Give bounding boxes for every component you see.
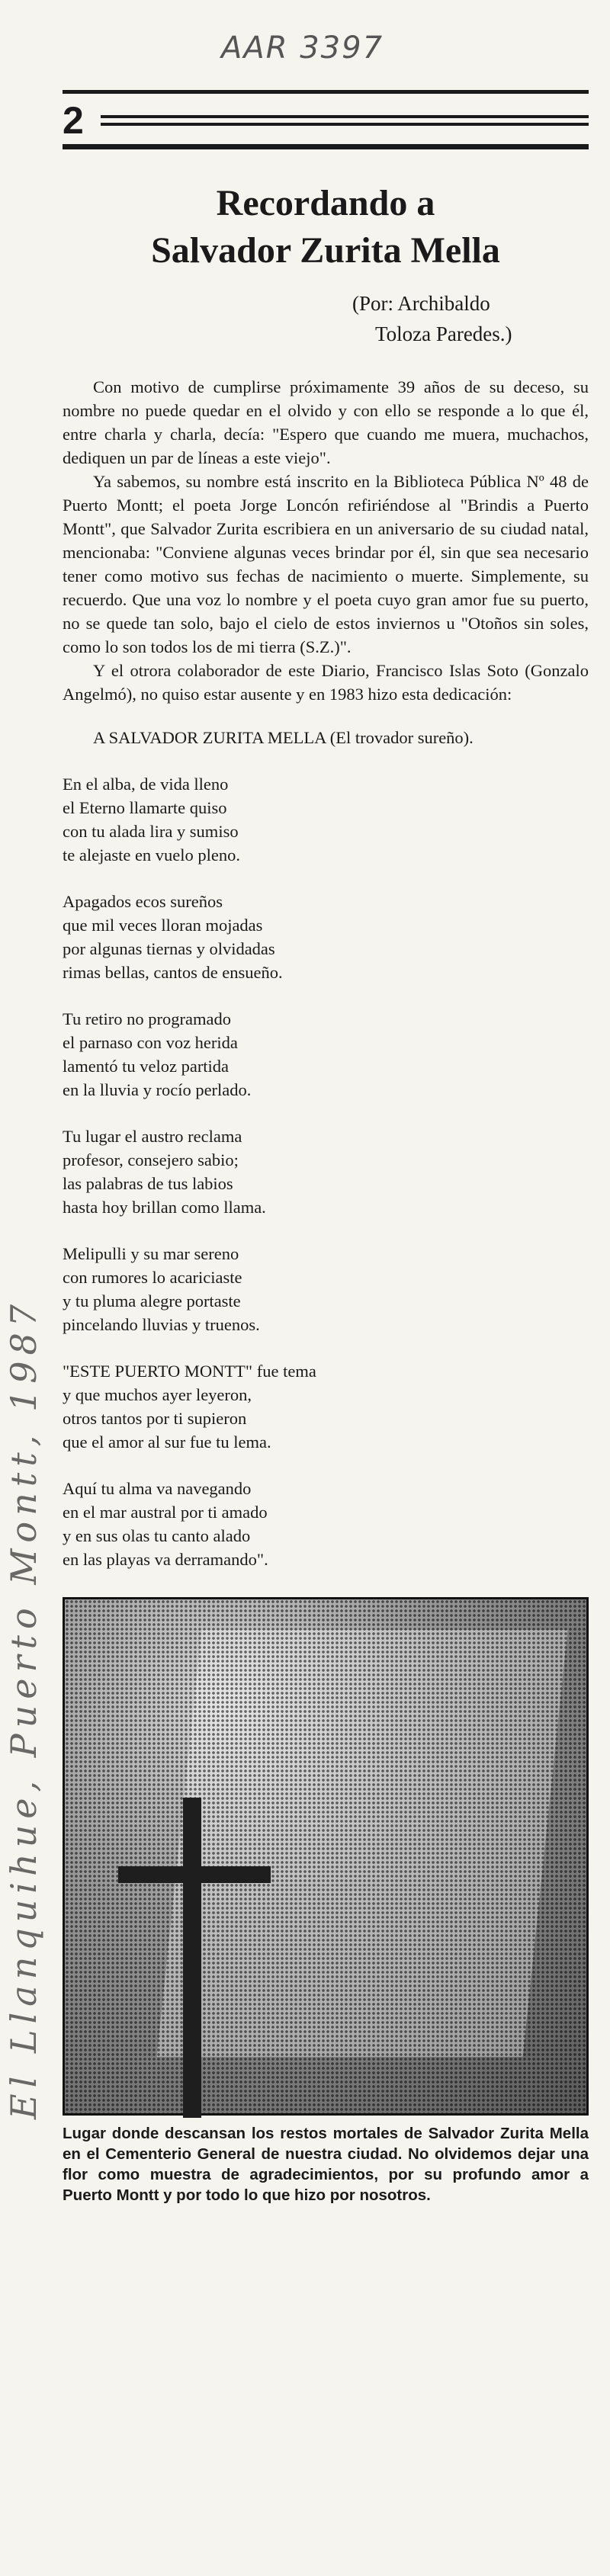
poem-line: las palabras de tus labios xyxy=(63,1174,233,1193)
byline xyxy=(352,288,589,349)
margin-handwritten-note: El Llanquihue, Puerto Montt, 1987 xyxy=(3,1298,44,2119)
dedication-heading: A SALVADOR ZURITA MELLA (El trovador sureño). xyxy=(93,728,474,747)
cross-icon xyxy=(183,1798,201,2118)
catalog-stamp: AAR 3397 xyxy=(221,30,384,66)
poem-line: "ESTE PUERTO MONTT" fue tema xyxy=(63,1362,316,1381)
paragraph: Con motivo de cumplirse próximamente 39 años de su deceso, su nombre no puede quedar en el olvido y con ello se responde a lo que él, entre charla y charla, decía: "Espero que cuando me muera, muchachos, dediquen un par de líneas a este viejo". xyxy=(63,377,589,467)
poem-line: en la lluvia y rocío perlado. xyxy=(63,1080,252,1099)
poem-line: lamentó tu veloz partida xyxy=(63,1057,230,1076)
poem-line: Tu lugar el austro reclama xyxy=(63,1127,242,1146)
poem-line: En el alba, de vida lleno xyxy=(63,775,229,794)
title-line-1: Recordando a xyxy=(216,183,435,223)
cross-icon-arm xyxy=(118,1866,271,1883)
article-body xyxy=(63,375,589,706)
poem-line: Aquí tu alma va navegando xyxy=(63,1479,252,1498)
paragraph: Ya sabemos, su nombre está inscrito en la Biblioteca Pública Nº 48 de Puerto Montt; el poeta Jorge Loncón refiriéndose al "Brindis a Puerto Montt", que Salvador Zurita escribiera en un aniversario de su ciudad natal, mencionaba: "Conviene algunas veces brindar por él, sin que sea necesario tener como motivo sus fechas de nacimiento o muerte. Simplemente, su recuerdo. Que una voz lo nombre y el poeta cuyo gran amor fue su puerto, no se quede tan solo, bajo el cielo de estos inviernos u "Otoños sin soles, como lo son todos los de mi tierra (S.Z.)". xyxy=(63,472,589,656)
poem-line: Apagados ecos sureños xyxy=(63,892,223,911)
poem-line: Melipulli y su mar sereno xyxy=(63,1244,239,1263)
poem-line: te alejaste en vuelo pleno. xyxy=(63,845,241,865)
cemetery-photo xyxy=(63,1597,589,2116)
poem-line: y tu pluma alegre portaste xyxy=(63,1291,241,1310)
page-number: 2 xyxy=(63,99,84,142)
poem-line: pincelando lluvias y truenos. xyxy=(63,1315,260,1334)
poem-line: Tu retiro no programado xyxy=(63,1009,232,1028)
poem-stanza xyxy=(63,1359,589,1454)
article-title xyxy=(63,180,589,274)
poem-line: profesor, consejero sabio; xyxy=(63,1150,239,1169)
header-rules xyxy=(101,115,589,126)
title-line-2: Salvador Zurita Mella xyxy=(151,230,500,271)
poem-line: el parnaso con voz herida xyxy=(63,1033,238,1052)
poem-stanza xyxy=(63,1124,589,1219)
poem-line: que el amor al sur fue tu lema. xyxy=(63,1432,271,1452)
poem-stanza xyxy=(63,1007,589,1102)
poem-line: y que muchos ayer leyeron, xyxy=(63,1385,252,1404)
poem xyxy=(63,772,589,1571)
poem-line: el Eterno llamarte quiso xyxy=(63,798,227,817)
photo-caption: Lugar donde descansan los restos mortales de Salvador Zurita Mella en el Cementerio General de nuestra ciudad. No olvidemos dejar una flor como muestra de agradecimientos, por su profundo amor a Puerto Montt y por todo lo que hizo por nosotros. xyxy=(63,2125,589,2204)
article-column xyxy=(63,90,589,2205)
poem-line: en las playas va derramando". xyxy=(63,1550,268,1569)
page-header-bar xyxy=(63,94,589,144)
poem-stanza xyxy=(63,1242,589,1336)
poem-line: otros tantos por ti supieron xyxy=(63,1409,247,1428)
poem-line: en el mar austral por ti amado xyxy=(63,1503,268,1522)
poem-line: y en sus olas tu canto alado xyxy=(63,1526,251,1545)
bottom-rule xyxy=(63,144,589,149)
poem-stanza xyxy=(63,1477,589,1571)
paragraph: Y el otrora colaborador de este Diario, Francisco Islas Soto (Gonzalo Angelmó), no quiso estar ausente y en 1983 hizo esta dedicación: xyxy=(63,661,589,704)
halftone-texture xyxy=(65,1599,586,2113)
poem-line: hasta hoy brillan como llama. xyxy=(63,1198,266,1217)
byline-line-1: (Por: Archibaldo xyxy=(352,292,490,315)
poem-line: por algunas tiernas y olvidadas xyxy=(63,939,275,958)
poem-line: que mil veces lloran mojadas xyxy=(63,916,263,935)
poem-stanza xyxy=(63,772,589,867)
poem-stanza xyxy=(63,890,589,984)
poem-line: con rumores lo acariciaste xyxy=(63,1268,242,1287)
poem-line: con tu alada lira y sumiso xyxy=(63,822,239,841)
poem-line: rimas bellas, cantos de ensueño. xyxy=(63,963,283,982)
byline-line-2: Toloza Paredes.) xyxy=(375,322,512,345)
